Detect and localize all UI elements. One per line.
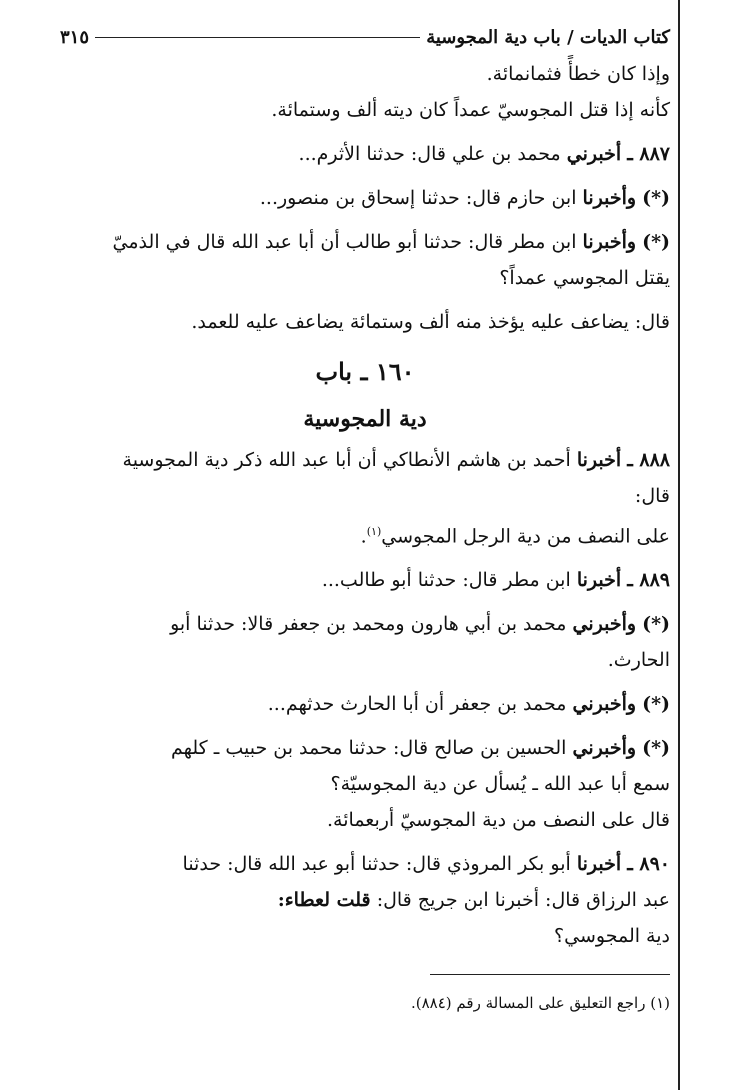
text-line: دية المجوسي؟ xyxy=(554,925,670,948)
chapter-title: دية المجوسية xyxy=(303,406,427,432)
text-line: كأنه إذا قتل المجوسيّ عمداً كان ديته ألف وستمائة. xyxy=(271,99,670,121)
text-line: يقتل المجوسي عمداً؟ xyxy=(499,267,670,289)
narration-888: ٨٨٨ ـ أخبرنا أحمد بن هاشم الأنطاكي أن أبا عبد الله ذكر دية المجوسية xyxy=(122,449,670,471)
text-line: سمع أبا عبد الله ـ يُسأل عن دية المجوسيّة؟ xyxy=(330,773,670,796)
narration-890: ٨٩٠ ـ أخبرنا أبو بكر المروذي قال: حدثنا أبو عبد الله قال: حدثنا xyxy=(182,853,670,876)
chapter-number: ١٦٠ ـ باب xyxy=(315,357,415,386)
narration-sub: (*) وأخبرنا ابن مطر قال: حدثنا أبو طالب أن أبا عبد الله قال في الذميّ xyxy=(112,231,670,253)
footnote: (١) راجع التعليق على المسالة رقم (٨٨٤). xyxy=(411,994,670,1013)
narration-sub: (*) وأخبرنا ابن حازم قال: حدثنا إسحاق بن منصور... xyxy=(259,187,670,209)
narration-889: ٨٨٩ ـ أخبرنا ابن مطر قال: حدثنا أبو طالب... xyxy=(321,569,670,592)
text-line: قال: يضاعف عليه يؤخذ منه ألف وستمائة يضاعف عليه للعمد. xyxy=(191,311,670,333)
text-line: وإذا كان خطأً فثمانمائة. xyxy=(486,63,670,85)
text-line: قال على النصف من دية المجوسيّ أربعمائة. xyxy=(327,809,670,832)
margin-rule xyxy=(678,0,680,1090)
footnote-ref[interactable]: (١) xyxy=(366,525,382,538)
text-line: الحارث. xyxy=(607,649,670,672)
book-page xyxy=(60,22,670,1031)
text-line: على النصف من دية الرجل المجوسي$^{(١)}$. xyxy=(360,525,670,548)
text-line: عبد الرزاق قال: أخبرنا ابن جريج قال: قلت لعطاء: xyxy=(277,889,670,912)
header-rule xyxy=(95,37,420,38)
narration-sub: (*) وأخبرني محمد بن جعفر أن أبا الحارث حدثهم... xyxy=(267,693,670,716)
page-number: ٣١٥ xyxy=(60,26,90,48)
running-title: كتاب الديات / باب دية المجوسية xyxy=(426,26,670,48)
running-header xyxy=(60,22,670,52)
narration-887: ٨٨٧ ـ أخبرني محمد بن علي قال: حدثنا الأثرم... xyxy=(298,143,670,165)
footnote-rule xyxy=(430,974,670,975)
narration-sub: (*) وأخبرني محمد بن أبي هارون ومحمد بن جعفر قالا: حدثنا أبو xyxy=(170,613,670,636)
text-line: قال: xyxy=(634,485,670,507)
narration-sub: (*) وأخبرني الحسين بن صالح قال: حدثنا محمد بن حبيب ـ كلهم xyxy=(170,737,670,760)
